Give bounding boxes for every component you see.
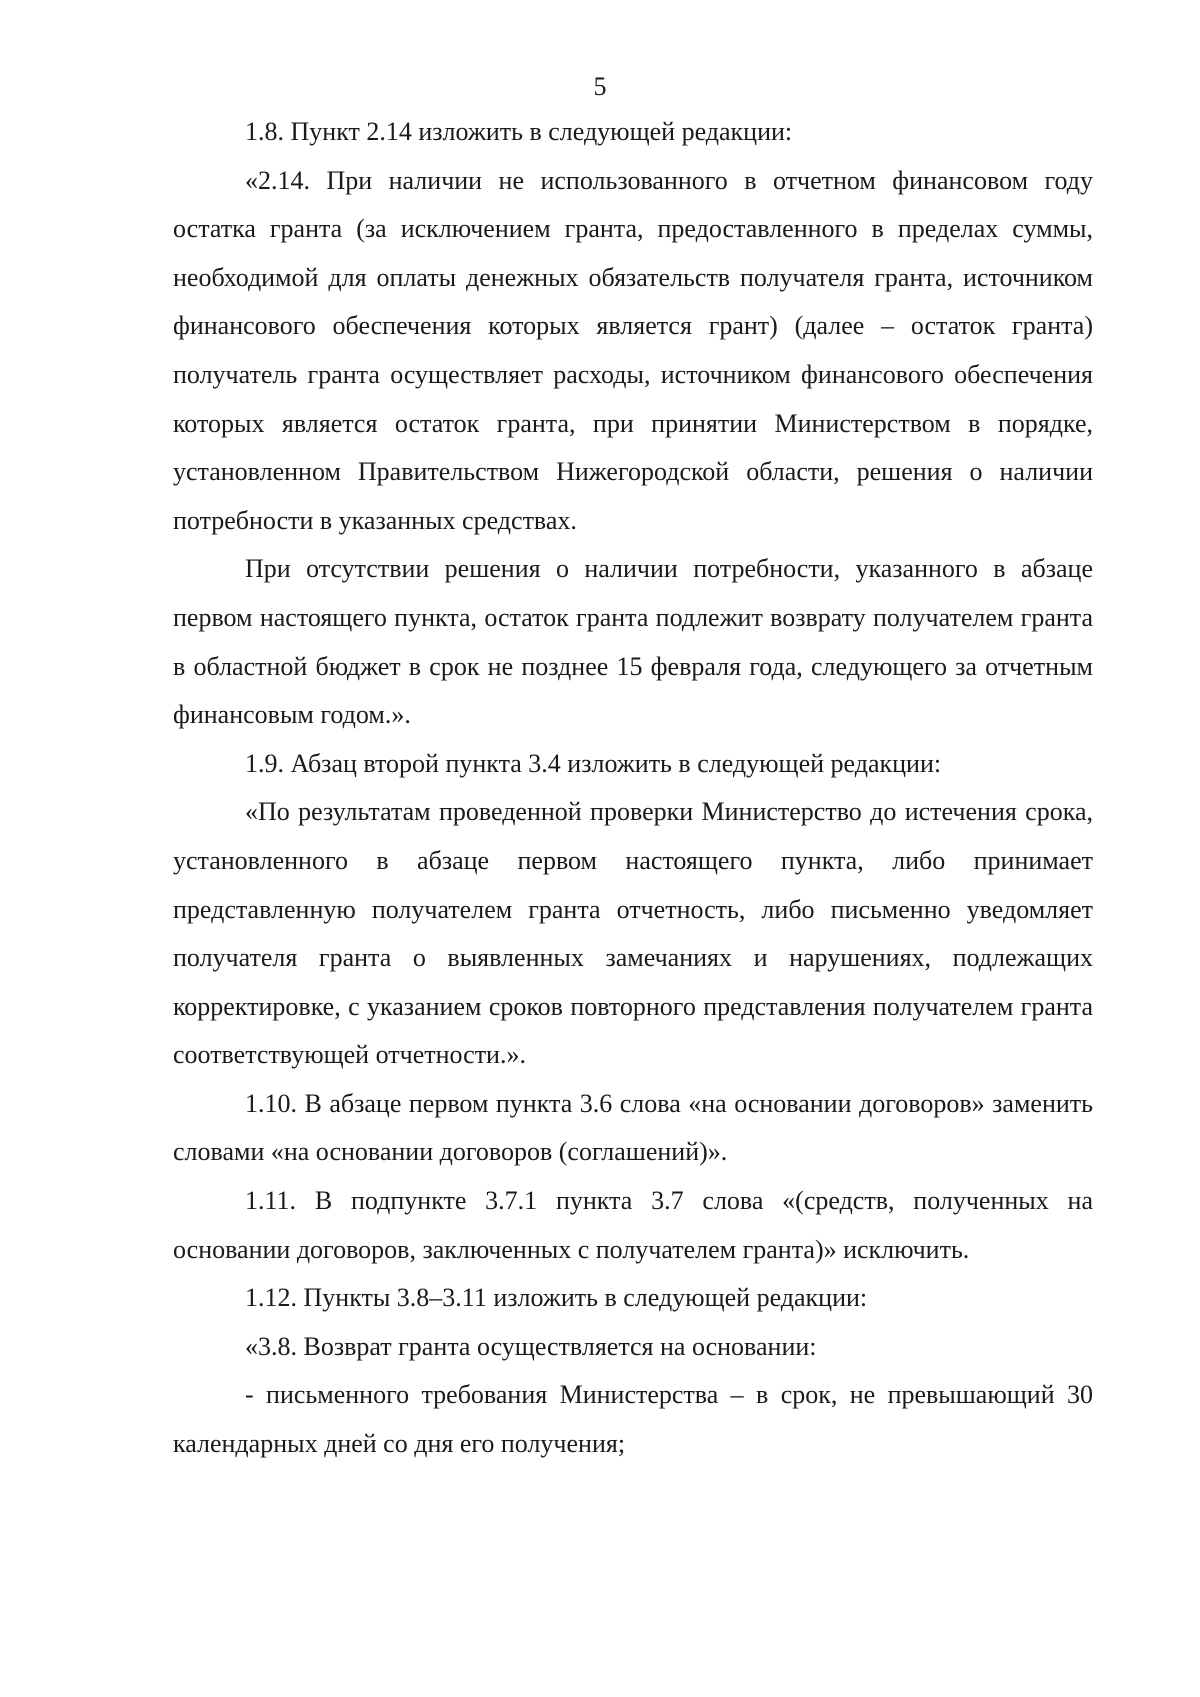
paragraph-1-9: 1.9. Абзац второй пункта 3.4 изложить в следующей редакции: <box>245 748 942 778</box>
paragraph-1-12: 1.12. Пункты 3.8–3.11 изложить в следующей редакции: <box>245 1283 868 1313</box>
paragraph-1-11: 1.11. В подпункте 3.7.1 пункта 3.7 слова «(средств, полученных на основании договоров, заключенных с получателем гранта)» исключить. <box>173 1186 1093 1264</box>
paragraph-3-8-quote: «3.8. Возврат гранта осуществляется на основании: <box>245 1331 817 1361</box>
paragraph-2-14-quote: «2.14. При наличии не использованного в отчетном финансовом году остатка гранта (за исключением гранта, предоставленного в пределах суммы, необходимой для оплаты денежных обязательств получателя гранта, источником финансового обеспечения которых является грант) (далее – остаток гранта) получатель гранта осуществляет расходы, источником финансового обеспечения которых является остаток гранта, при принятии Министерством в порядке, установленном Правительством Нижегородской области, решения о наличии потребности в указанных средствах. <box>173 165 1093 535</box>
paragraph-1-10: 1.10. В абзаце первом пункта 3.6 слова «на основании договоров» заменить словами «на основании договоров (соглашений)». <box>173 1088 1093 1167</box>
paragraph-3-8-item: - письменного требования Министерства – в срок, не превышающий 30 календарных дней со дня его получения; <box>173 1380 1093 1459</box>
paragraph-1-8: 1.8. Пункт 2.14 изложить в следующей редакции: <box>245 117 793 146</box>
document-body <box>173 108 1093 1469</box>
paragraph-3-4-quote: «По результатам проведенной проверки Министерство до истечения срока, установленного в абзаце первом настоящего пункта, либо принимает представленную получателем гранта отчетность, либо письменно уведомляет получателя гранта о выявленных замечаниях и нарушениях, подлежащих корректировке, с указанием сроков повторного представления получателем гранта соответствующей отчетности.». <box>173 797 1093 1070</box>
page-number: 5 <box>593 72 607 101</box>
paragraph-2-14-second: При отсутствии решения о наличии потребности, указанного в абзаце первом настоящего пункта, остаток гранта подлежит возврату получателем гранта в областной бюджет в срок не позднее 15 февраля года, следующего за отчетным финансовым годом.». <box>173 554 1093 730</box>
